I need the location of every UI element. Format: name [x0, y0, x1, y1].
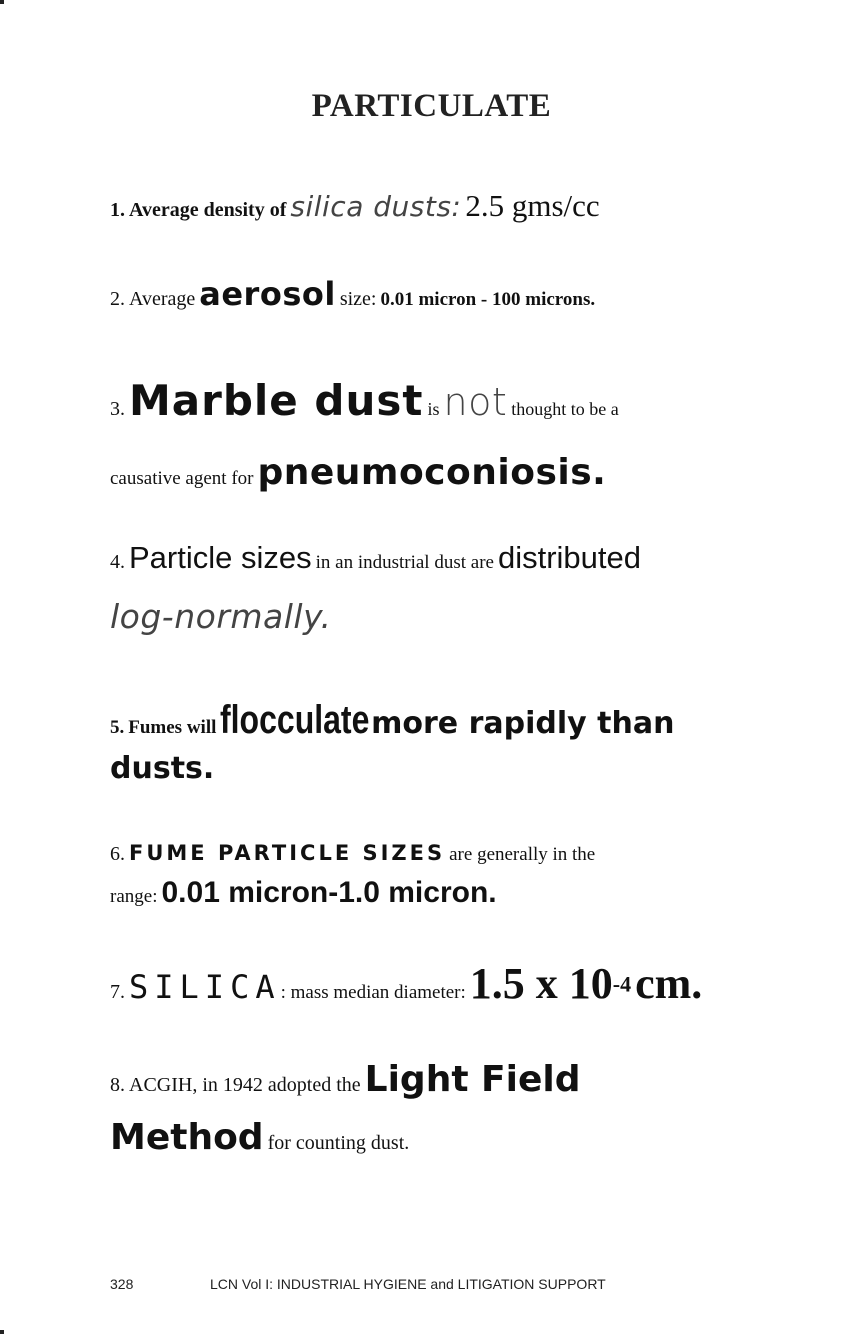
- item-8-text-b: Light Field: [364, 1059, 581, 1100]
- item-4-line-2: [110, 597, 332, 636]
- item-1-text-a: Average density of: [129, 199, 287, 221]
- running-title: LCN Vol I: INDUSTRIAL HYGIENE and LITIGATION SUPPORT: [210, 1276, 606, 1292]
- item-3-line-1: [110, 376, 619, 425]
- item-6-line-2: [110, 878, 497, 908]
- item-6-text-b: are generally in the: [449, 844, 596, 865]
- item-3-text-b: is: [427, 399, 440, 419]
- item-7-text-b: : mass median diameter:: [280, 982, 466, 1003]
- item-6-text-d: 0.01 micron-1.0 micron.: [161, 876, 497, 909]
- item-5-text-d: dusts.: [110, 751, 215, 786]
- item-7-exponent: -4: [612, 971, 632, 997]
- item-3-text-f: pneumoconiosis.: [257, 452, 607, 493]
- item-6-line-1: [110, 843, 595, 864]
- item-4-text-c: distributed: [497, 540, 641, 575]
- item-7-text-a: SILICA: [129, 968, 281, 1006]
- item-3-text-e: causative agent for: [110, 468, 254, 489]
- item-1-number: 1.: [110, 199, 125, 221]
- item-5-number: 5.: [110, 717, 125, 738]
- item-2: [110, 275, 596, 313]
- item-3-text-a: Marble dust: [129, 376, 424, 425]
- page-footer: [110, 1276, 606, 1292]
- item-8-text-d: for counting dust.: [267, 1132, 410, 1154]
- item-1-text-c: 2.5 gms/cc: [465, 188, 600, 223]
- item-7-text-e: cm.: [635, 959, 703, 1008]
- item-5-line-2: [110, 751, 215, 786]
- item-6-text-c: range:: [110, 886, 158, 907]
- item-2-text-b: aerosol: [199, 275, 336, 313]
- item-4-text-b: in an industrial dust are: [315, 552, 494, 573]
- item-3-line-2: [110, 452, 607, 493]
- item-7: [110, 959, 703, 1008]
- item-1-text-b: silica dusts:: [290, 190, 462, 223]
- scan-mark: [0, 0, 4, 4]
- scan-mark: [0, 1330, 4, 1334]
- item-1: [110, 190, 600, 221]
- item-2-text-d: 0.01 micron - 100 microns.: [380, 289, 596, 310]
- item-4-text-a: Particle sizes: [129, 540, 312, 575]
- item-8-number: 8.: [110, 1074, 125, 1096]
- item-7-number: 7.: [110, 981, 125, 1003]
- item-8-text-c: Method: [110, 1117, 264, 1158]
- item-8-line-2: [110, 1117, 410, 1158]
- item-5-line-1: [110, 700, 674, 740]
- item-2-text-c: size:: [339, 288, 377, 310]
- item-6-number: 6.: [110, 843, 125, 865]
- item-8-line-1: [110, 1059, 581, 1100]
- item-5-text-c: more rapidly than: [371, 706, 675, 741]
- item-3-text-c: not: [443, 380, 508, 424]
- item-5-text-a: Fumes will: [128, 717, 217, 738]
- page-title: PARTICULATE: [311, 88, 552, 124]
- item-2-number: 2.: [110, 288, 125, 310]
- page-number: 328: [110, 1276, 134, 1292]
- item-4-line-1: [110, 542, 641, 573]
- item-4-text-d: log-normally.: [110, 597, 332, 636]
- item-3-text-d: thought to be a: [511, 399, 619, 419]
- item-5-text-b: flocculate: [220, 698, 370, 742]
- item-4-number: 4.: [110, 551, 125, 573]
- item-7-text-c: 1.5 x 10: [469, 959, 613, 1008]
- item-3-number: 3.: [110, 398, 125, 420]
- item-2-text-a: Average: [129, 288, 196, 310]
- item-8-text-a: ACGIH, in 1942 adopted the: [129, 1074, 361, 1096]
- item-6-text-a: FUME PARTICLE SIZES: [129, 841, 446, 865]
